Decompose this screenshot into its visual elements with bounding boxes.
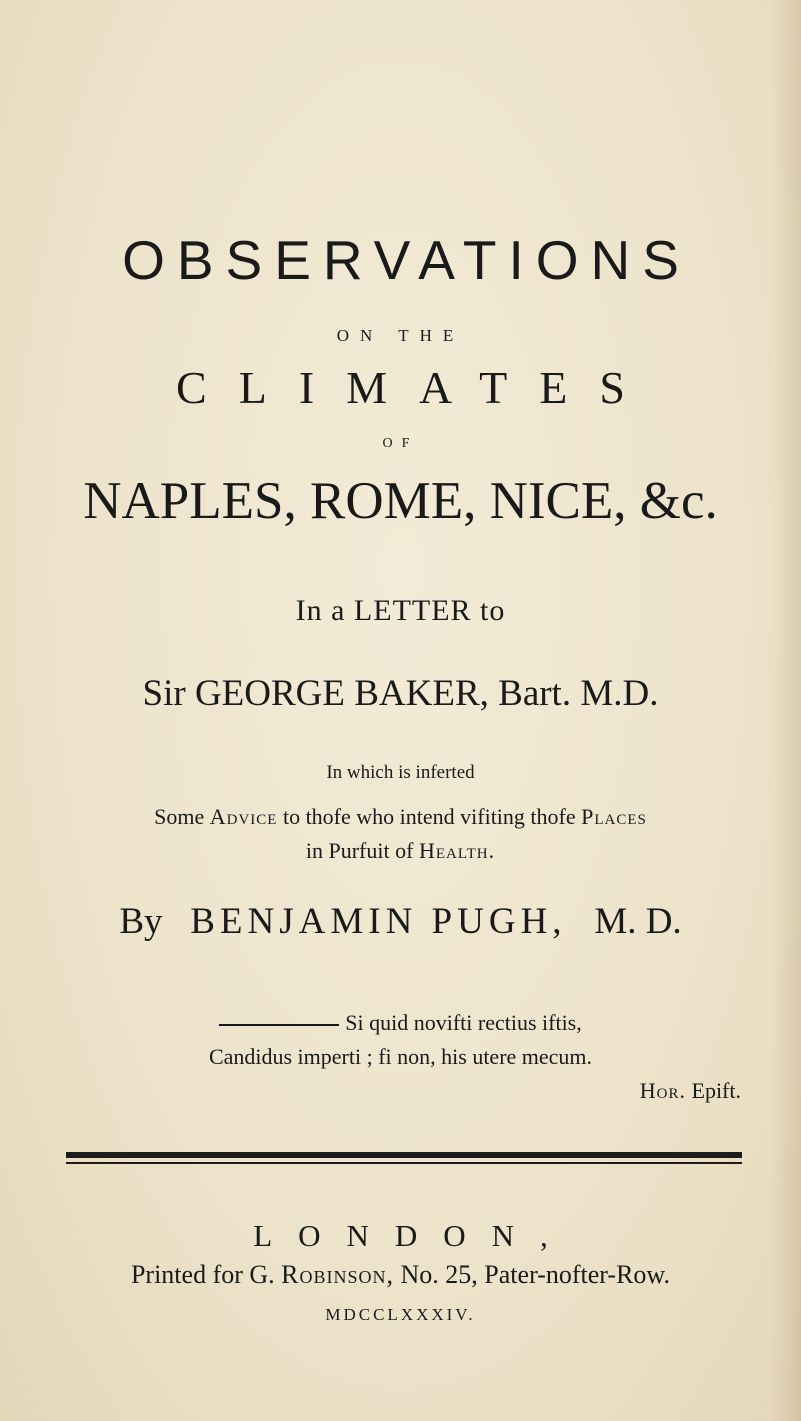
author-degree: M. D. [594,901,682,942]
imprint-printer-line [0,1260,801,1290]
motto-text-1: Si quid novifti rectius iftis, [345,1010,582,1035]
motto-line-1 [0,1010,801,1036]
author-name: BENJAMIN PUGH, [190,901,567,942]
author-by: By [119,901,163,942]
subtitle-of: OF [382,436,419,451]
pursuit-health: Health. [418,838,496,863]
imprint-post: No. 25, Pater-nofter-Row. [394,1260,671,1289]
motto-source-work: Epift. [691,1078,741,1103]
advice-mid: to thofe who intend vifiting thofe [277,804,582,829]
pursuit-line [0,838,801,864]
pursuit-pre: in Purfuit of [305,838,419,863]
letter-line: In a LETTER to [295,594,506,627]
advice-line [0,804,801,830]
divider-thick [66,1152,742,1158]
imprint-pre: Printed for G. [130,1260,282,1289]
divider-thin [66,1162,742,1164]
inserted-line: In which is inferted [326,762,475,783]
motto-source [640,1078,741,1104]
motto-source-name: Hor. [639,1078,686,1103]
imprint-date: MDCCLXXXIV. [325,1305,476,1324]
recipient-line: Sir GEORGE BAKER, Bart. M.D. [142,673,659,714]
advice-places: Places [581,804,647,829]
main-title: OBSERVATIONS [122,229,691,291]
advice-pre: Some [154,804,210,829]
subtitle-climates: CLIMATES [176,362,657,413]
imprint-printer: Robinson, [281,1260,395,1289]
subtitle-cities: NAPLES, ROME, NICE, &c. [83,472,718,530]
motto-line-2: Candidus imperti ; fi non, his utere mecum. [208,1044,593,1069]
subtitle-on-the: ON THE [336,326,465,345]
author-line [0,900,801,943]
imprint-city: LONDON, [253,1218,574,1253]
motto-dash [219,1024,339,1026]
advice-word: Advice [209,804,278,829]
